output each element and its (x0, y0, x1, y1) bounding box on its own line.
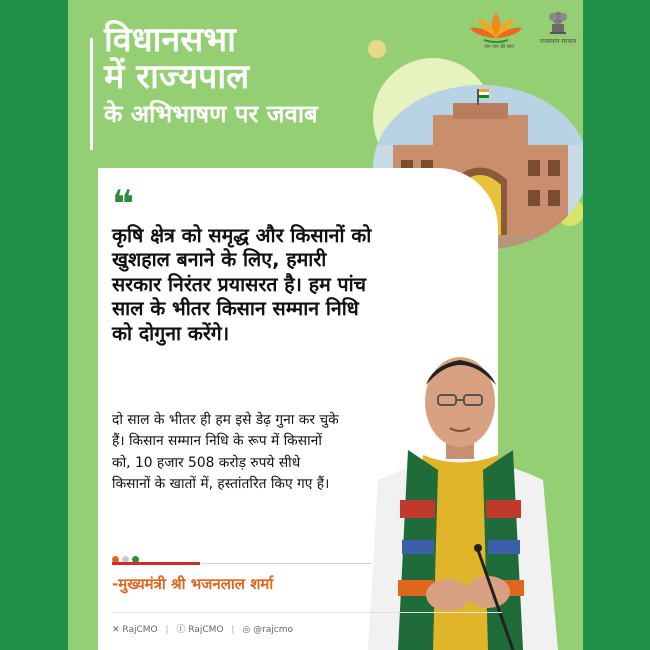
facebook-handle[interactable]: RajCMO (188, 625, 224, 635)
social-handles (112, 622, 293, 635)
x-icon: ✕ (112, 625, 120, 635)
title-line-2: में राज्यपाल (104, 57, 250, 98)
poster (68, 0, 583, 650)
lotus-logo (466, 6, 526, 46)
signature: -मुख्यमंत्री श्री भजनलाल शर्मा (112, 575, 274, 593)
signature-divider (202, 563, 372, 564)
signature-accent-rule (112, 562, 200, 565)
title-accent-bar (90, 38, 93, 150)
instagram-handle[interactable]: @rajcmo (253, 625, 294, 635)
state-emblem-icon (544, 8, 572, 36)
separator: | (165, 625, 169, 635)
separator: | (231, 625, 235, 635)
quote-mark-icon: ❝ (112, 182, 135, 226)
instagram-icon: ◎ (242, 625, 251, 635)
title-line-1: विधानसभा (104, 20, 236, 60)
supporting-quote-text: दो साल के भीतर ही हम इसे डेढ़ गुना कर चुके हैं। किसान सम्मान निधि के रूप में किसानों को, 10 हजार 508 करोड़ रुपये सीधे किसानों के खातों में, हस्तांतरित किए गए हैं। (112, 412, 339, 493)
x-handle[interactable]: RajCMO (122, 625, 158, 635)
footer-divider (112, 612, 502, 613)
title-line-3: के अभिभाषण पर जवाब (104, 99, 318, 128)
chief-minister-photo (338, 330, 583, 650)
emblem-caption: राजस्थान सरकार (539, 38, 577, 45)
lotus-logo-caption: जन जन की बात (484, 44, 514, 50)
facebook-icon: ⓕ (176, 625, 186, 635)
main-quote-text: कृषि क्षेत्र को समृद्ध और किसानों को खुशहाल बनाने के लिए, हमारी सरकार निरंतर प्रयासरत है। हम पांच साल के भीतर किसान सम्मान निधि को दोगुना करेंगे। (112, 224, 372, 345)
page-title (104, 22, 318, 127)
decor-orb-small (368, 40, 386, 58)
decor-dots (112, 548, 142, 556)
